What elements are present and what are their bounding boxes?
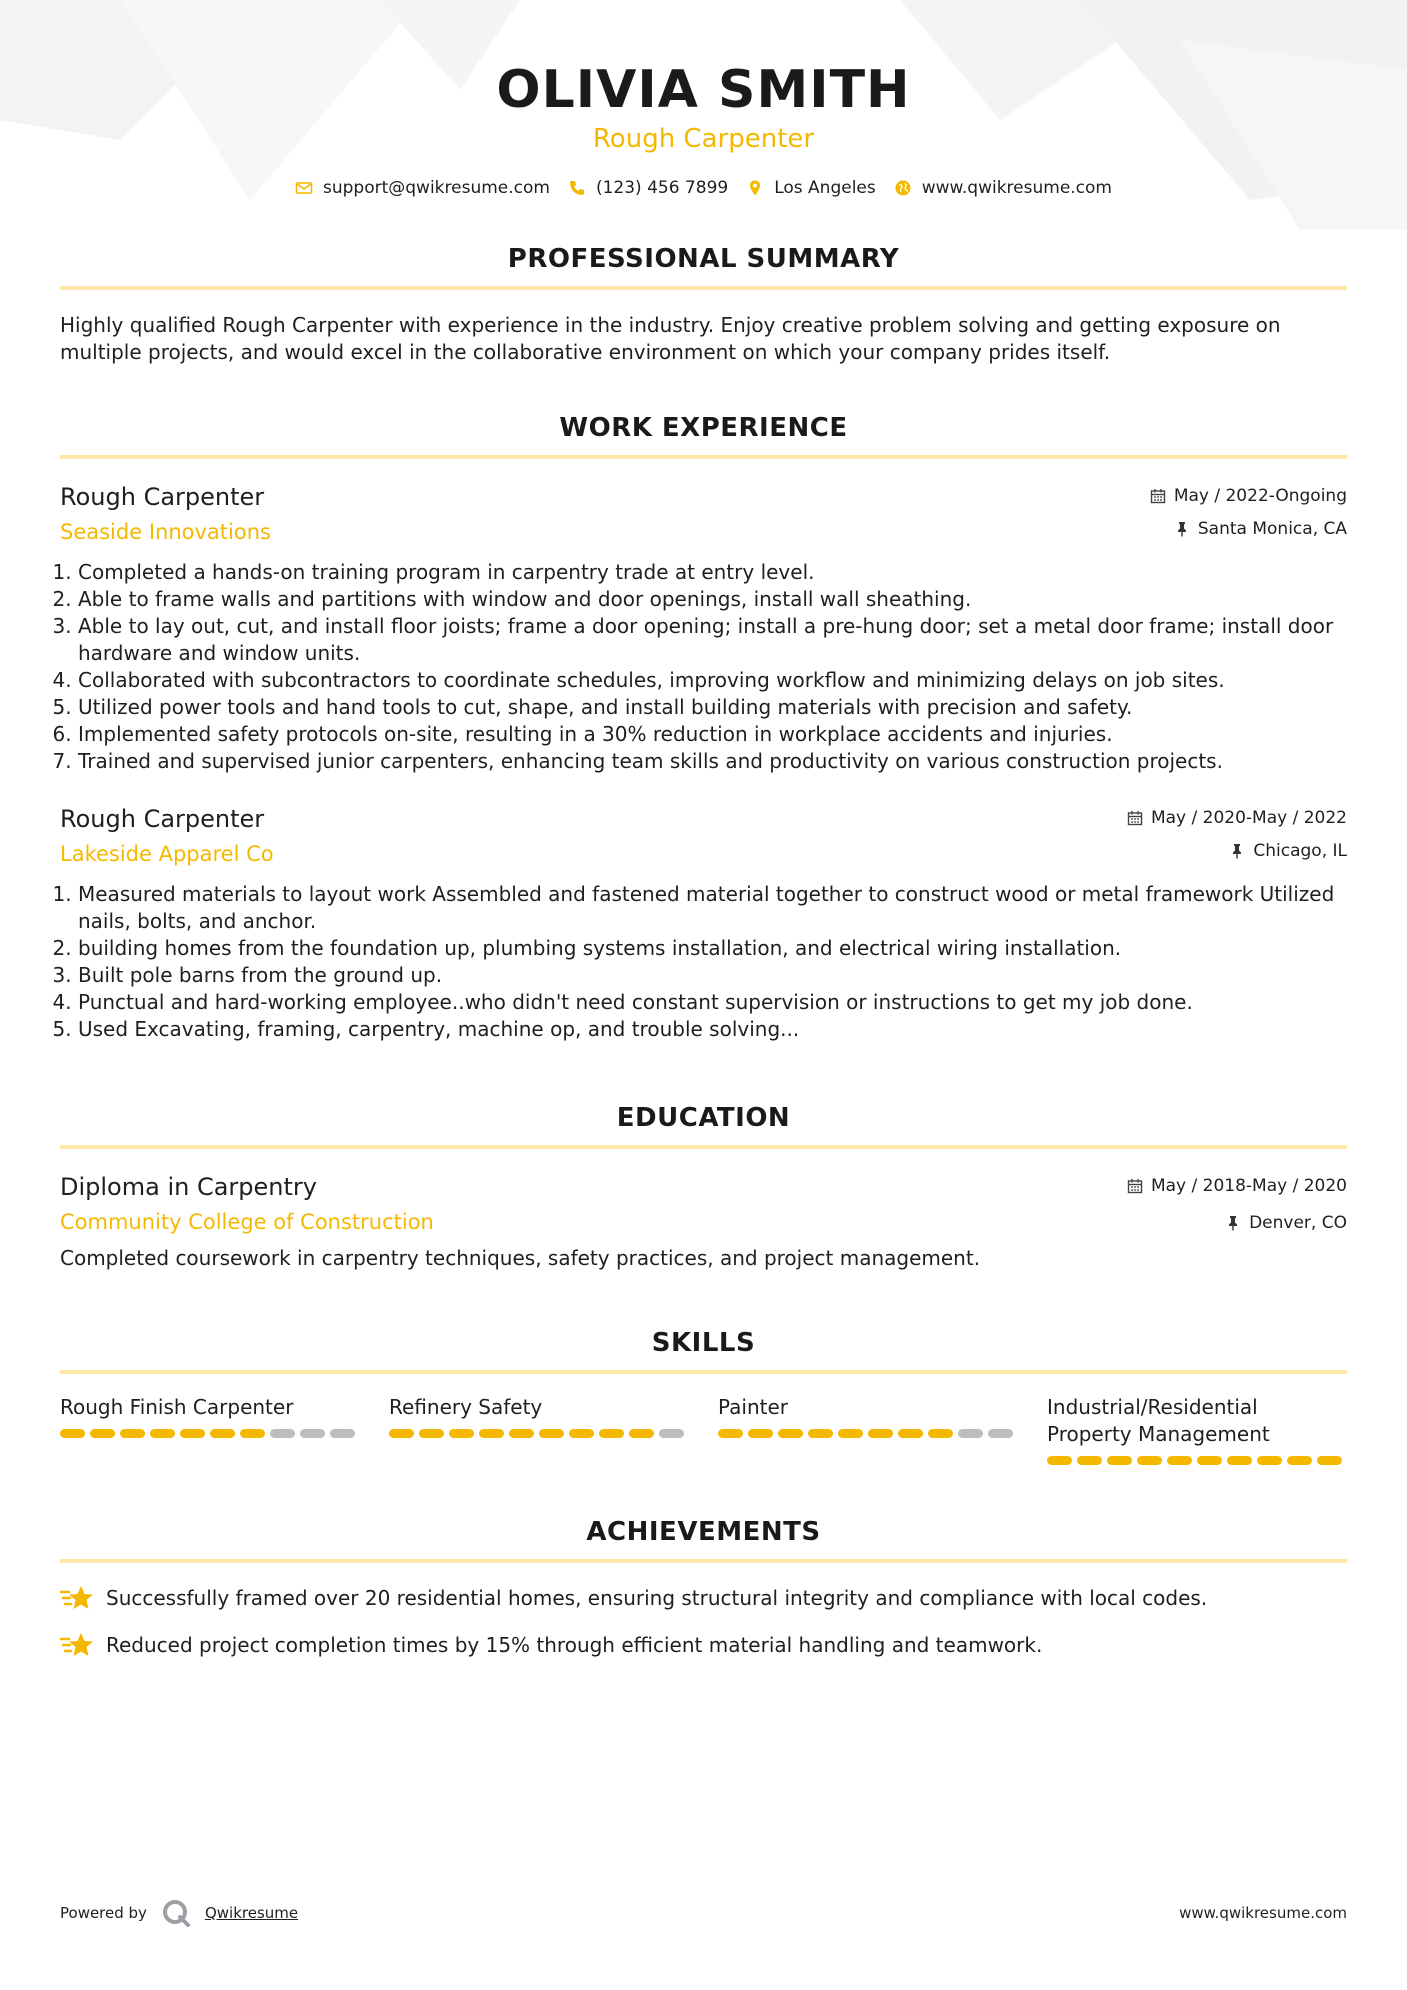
skill-segment-filled	[449, 1429, 474, 1438]
envelope-icon	[295, 179, 313, 197]
skill-segment-filled	[479, 1429, 504, 1438]
contact-website-text: www.qwikresume.com	[921, 178, 1112, 198]
list-item: 1. Measured materials to layout work Assembled and fastened material together to construct wood or metal framework Utilized nails, bolts, and anchor.	[78, 881, 1347, 935]
pushpin-icon	[1174, 521, 1190, 537]
skill-segment-filled	[1107, 1456, 1132, 1465]
education-location: Denver, CO	[1249, 1213, 1347, 1233]
section-title-education: EDUCATION	[616, 1103, 791, 1133]
skill-segment-filled	[718, 1429, 743, 1438]
section-title-experience: WORK EXPERIENCE	[559, 413, 848, 443]
experience-section	[60, 413, 1347, 1043]
list-item: 1. Completed a hands-on training program in carpentry trade at entry level.	[78, 559, 1347, 586]
skills-list	[60, 1394, 1347, 1465]
section-divider	[60, 455, 1347, 459]
candidate-name: OLIVIA SMITH	[496, 60, 911, 120]
job-entry	[60, 481, 1347, 775]
globe-icon	[894, 179, 912, 197]
section-title-achievements: ACHIEVEMENTS	[586, 1517, 821, 1547]
skill-segment-filled	[389, 1429, 414, 1438]
qwikresume-logo-icon	[161, 1898, 191, 1928]
skill-level-bar	[1047, 1456, 1347, 1465]
summary-text: Highly qualified Rough Carpenter with experience in the industry. Enjoy creative problem solving and getting exposure on multiple projects, and would excel in the collaborative environment on which your company prides itself.	[60, 313, 1281, 364]
job-company: Lakeside Apparel Co	[60, 842, 274, 866]
section-divider	[60, 1145, 1347, 1149]
skill-level-bar	[389, 1429, 689, 1438]
skill-segment-filled	[210, 1429, 235, 1438]
skill-segment-filled	[898, 1429, 923, 1438]
skill-segment-filled	[1257, 1456, 1282, 1465]
achievement-item	[60, 1583, 1347, 1613]
skill-segment-filled	[629, 1429, 654, 1438]
star-icon	[60, 1583, 94, 1613]
skill-segment-filled	[1227, 1456, 1252, 1465]
job-entry	[60, 803, 1347, 1043]
skill-segment-filled	[90, 1429, 115, 1438]
skill-item	[60, 1394, 360, 1465]
skill-segment-empty	[659, 1429, 684, 1438]
skill-segment-filled	[120, 1429, 145, 1438]
list-item: 5. Utilized power tools and hand tools to cut, shape, and install building materials with precision and safety.	[78, 694, 1347, 721]
skill-segment-filled	[1077, 1456, 1102, 1465]
skill-segment-filled	[808, 1429, 833, 1438]
section-title-skills: SKILLS	[651, 1328, 756, 1358]
skill-segment-filled	[150, 1429, 175, 1438]
skill-name: Industrial/Residential Property Management	[1047, 1395, 1270, 1446]
list-item: 3. Able to lay out, cut, and install floor joists; frame a door opening; install a pre-hung door; set a metal door frame; install door hardware and window units.	[78, 613, 1347, 667]
skill-level-bar	[718, 1429, 1018, 1438]
calendar-icon	[1127, 810, 1143, 826]
list-item: 2. building homes from the foundation up, plumbing systems installation, and electrical wiring installation.	[78, 935, 1347, 962]
job-title: Rough Carpenter	[60, 805, 265, 833]
education-section	[60, 1103, 1347, 1272]
skill-segment-filled	[778, 1429, 803, 1438]
powered-by-label: Powered by	[60, 1904, 147, 1922]
list-item: 5. Used Excavating, framing, carpentry, machine op, and trouble solving...	[78, 1016, 1347, 1043]
job-meta	[1150, 485, 1347, 540]
skill-segment-filled	[838, 1429, 863, 1438]
location-pin-icon	[746, 179, 764, 197]
contact-email[interactable]	[295, 178, 550, 198]
pushpin-icon	[1229, 843, 1245, 859]
contact-phone-text: (123) 456 7899	[595, 178, 729, 198]
skill-segment-filled	[599, 1429, 624, 1438]
achievement-item	[60, 1630, 1347, 1660]
phone-icon	[568, 179, 586, 197]
skill-segment-filled	[1167, 1456, 1192, 1465]
job-title: Rough Carpenter	[60, 483, 265, 511]
skill-segment-empty	[958, 1429, 983, 1438]
job-bullets	[60, 559, 1347, 775]
skill-segment-filled	[1317, 1456, 1342, 1465]
achievements-section	[60, 1517, 1347, 1660]
job-company: Seaside Innovations	[60, 520, 271, 544]
skill-item	[718, 1394, 1018, 1465]
skill-segment-filled	[509, 1429, 534, 1438]
list-item: 4. Collaborated with subcontractors to coordinate schedules, improving workflow and minimizing delays on job sites.	[78, 667, 1347, 694]
skill-segment-filled	[240, 1429, 265, 1438]
skill-segment-filled	[928, 1429, 953, 1438]
contact-phone[interactable]	[568, 178, 728, 198]
footer-url[interactable]: www.qwikresume.com	[1179, 1904, 1347, 1922]
skill-segment-empty	[988, 1429, 1013, 1438]
job-meta	[1127, 807, 1347, 862]
contact-website[interactable]	[894, 178, 1112, 198]
calendar-icon	[1150, 488, 1166, 504]
summary-section	[60, 244, 1347, 366]
skill-segment-filled	[1137, 1456, 1162, 1465]
skill-segment-filled	[1047, 1456, 1072, 1465]
contact-bar	[60, 178, 1347, 198]
pushpin-icon	[1225, 1215, 1241, 1231]
star-icon	[60, 1630, 94, 1660]
skills-section	[60, 1328, 1347, 1465]
skill-name: Painter	[718, 1395, 789, 1419]
education-meta	[1127, 1175, 1347, 1234]
list-item: 4. Punctual and hard-working employee..who didn't need constant supervision or instructions to get my job done.	[78, 989, 1347, 1016]
section-title-summary: PROFESSIONAL SUMMARY	[507, 244, 900, 274]
skill-segment-filled	[539, 1429, 564, 1438]
skill-name: Rough Finish Carpenter	[60, 1395, 294, 1419]
school-name: Community College of Construction	[60, 1210, 434, 1234]
skill-segment-filled	[868, 1429, 893, 1438]
job-dates: May / 2022-Ongoing	[1173, 486, 1347, 506]
page-footer	[60, 1898, 1347, 1928]
skill-item	[1047, 1394, 1347, 1465]
section-divider	[60, 1559, 1347, 1563]
job-location: Chicago, IL	[1253, 841, 1347, 861]
skill-segment-filled	[569, 1429, 594, 1438]
brand-link[interactable]: Qwikresume	[204, 1904, 299, 1922]
candidate-role: Rough Carpenter	[592, 124, 815, 154]
calendar-icon	[1127, 1178, 1143, 1194]
list-item: 6. Implemented safety protocols on-site, resulting in a 30% reduction in workplace accidents and injuries.	[78, 721, 1347, 748]
skill-level-bar	[60, 1429, 360, 1438]
contact-location	[746, 178, 876, 198]
skill-name: Refinery Safety	[389, 1395, 543, 1419]
skill-segment-empty	[330, 1429, 355, 1438]
skill-segment-filled	[419, 1429, 444, 1438]
resume-header	[60, 0, 1347, 198]
education-dates: May / 2018-May / 2020	[1150, 1176, 1347, 1196]
contact-email-text: support@qwikresume.com	[323, 178, 550, 198]
skill-segment-filled	[748, 1429, 773, 1438]
skill-segment-filled	[1287, 1456, 1312, 1465]
achievement-text: Reduced project completion times by 15% through efficient material handling and teamwork.	[106, 1632, 1043, 1657]
skill-segment-empty	[270, 1429, 295, 1438]
job-dates: May / 2020-May / 2022	[1150, 808, 1347, 828]
list-item: 7. Trained and supervised junior carpenters, enhancing team skills and productivity on various construction projects.	[78, 748, 1347, 775]
education-entry	[60, 1171, 1347, 1272]
job-bullets	[60, 881, 1347, 1043]
list-item: 2. Able to frame walls and partitions with window and door openings, install wall sheathing.	[78, 586, 1347, 613]
list-item: 3. Built pole barns from the ground up.	[78, 962, 1347, 989]
contact-location-text: Los Angeles	[774, 178, 876, 198]
achievement-text: Successfully framed over 20 residential homes, ensuring structural integrity and compliance with local codes.	[106, 1585, 1208, 1610]
section-divider	[60, 286, 1347, 290]
skill-segment-filled	[1197, 1456, 1222, 1465]
job-location: Santa Monica, CA	[1197, 519, 1347, 539]
degree-title: Diploma in Carpentry	[60, 1173, 317, 1201]
skill-segment-filled	[180, 1429, 205, 1438]
skill-item	[389, 1394, 689, 1465]
section-divider	[60, 1370, 1347, 1374]
education-description: Completed coursework in carpentry techniques, safety practices, and project management.	[60, 1246, 981, 1270]
skill-segment-filled	[60, 1429, 85, 1438]
skill-segment-empty	[300, 1429, 325, 1438]
